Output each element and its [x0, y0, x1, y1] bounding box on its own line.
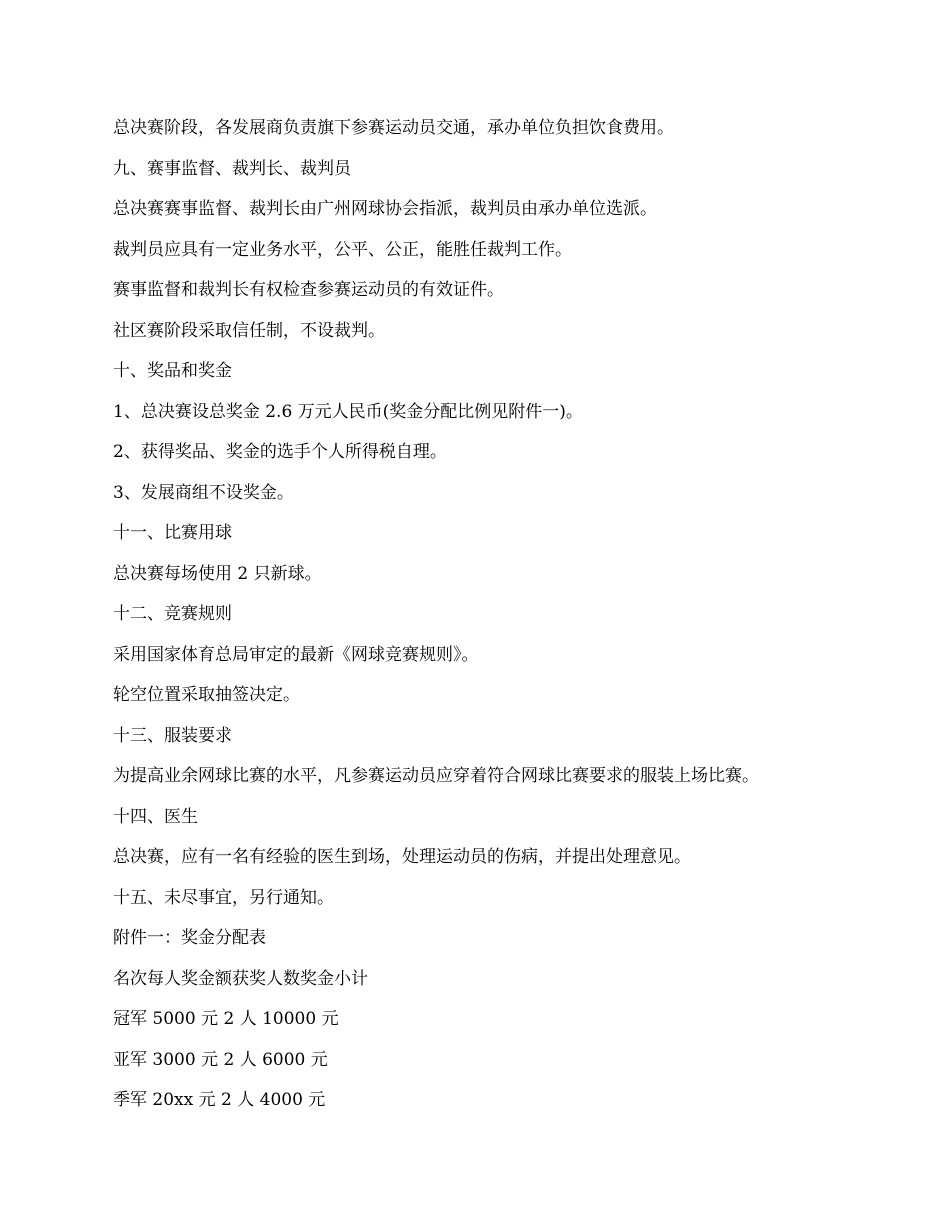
paragraph-doctor: 总决赛，应有一名有经验的医生到场，处理运动员的伤病，并提出处理意见。	[113, 847, 691, 867]
heading-section-15: 十五、未尽事宜，另行通知。	[113, 887, 334, 908]
prize-row-champion: 冠军 5000 元 2 人 10000 元	[113, 1009, 339, 1029]
heading-section-12: 十二、竞赛规则	[113, 604, 232, 624]
paragraph-balls: 总决赛每场使用 2 只新球。	[113, 563, 322, 584]
paragraph-developer-no-prize: 3、发展商组不设奖金。	[113, 482, 294, 503]
heading-section-11: 十一、比赛用球	[113, 523, 232, 543]
heading-appendix-1: 附件一：奖金分配表	[113, 928, 266, 948]
paragraph-transport-costs: 总决赛阶段，各发展商负责旗下参赛运动员交通，承办单位负担饮食费用。	[113, 118, 674, 138]
paragraph-community-trust: 社区赛阶段采取信任制，不设裁判。	[113, 320, 385, 341]
paragraph-prize-total: 1、总决赛设总奖金 2.6 万元人民币(奖金分配比例见附件一)。	[113, 401, 583, 422]
document-body	[113, 108, 903, 1121]
paragraph-bye-draw: 轮空位置采取抽签决定。	[113, 685, 300, 705]
heading-section-13: 十三、服装要求	[113, 725, 232, 746]
heading-section-9: 九、赛事监督、裁判长、裁判员	[113, 158, 351, 179]
paragraph-referee-requirements: 裁判员应具有一定业务水平，公平、公正，能胜任裁判工作。	[113, 239, 572, 260]
prize-row-runner-up: 亚军 3000 元 2 人 6000 元	[113, 1049, 328, 1070]
paragraph-id-check: 赛事监督和裁判长有权检查参赛运动员的有效证件。	[113, 280, 504, 300]
paragraph-dress-code: 为提高业余网球比赛的水平，凡参赛运动员应穿着符合网球比赛要求的服装上场比赛。	[113, 766, 759, 786]
paragraph-referee-appointment: 总决赛赛事监督、裁判长由广州网球协会指派，裁判员由承办单位选派。	[113, 199, 657, 219]
prize-table-header: 名次每人奖金额获奖人数奖金小计	[113, 968, 368, 989]
paragraph-prize-tax: 2、获得奖品、奖金的选手个人所得税自理。	[113, 442, 447, 462]
prize-row-third: 季军 20xx 元 2 人 4000 元	[113, 1090, 326, 1110]
heading-section-14: 十四、医生	[113, 806, 198, 827]
heading-section-10: 十、奖品和奖金	[113, 361, 232, 381]
paragraph-rules: 采用国家体育总局审定的最新《网球竞赛规则》。	[113, 644, 479, 665]
